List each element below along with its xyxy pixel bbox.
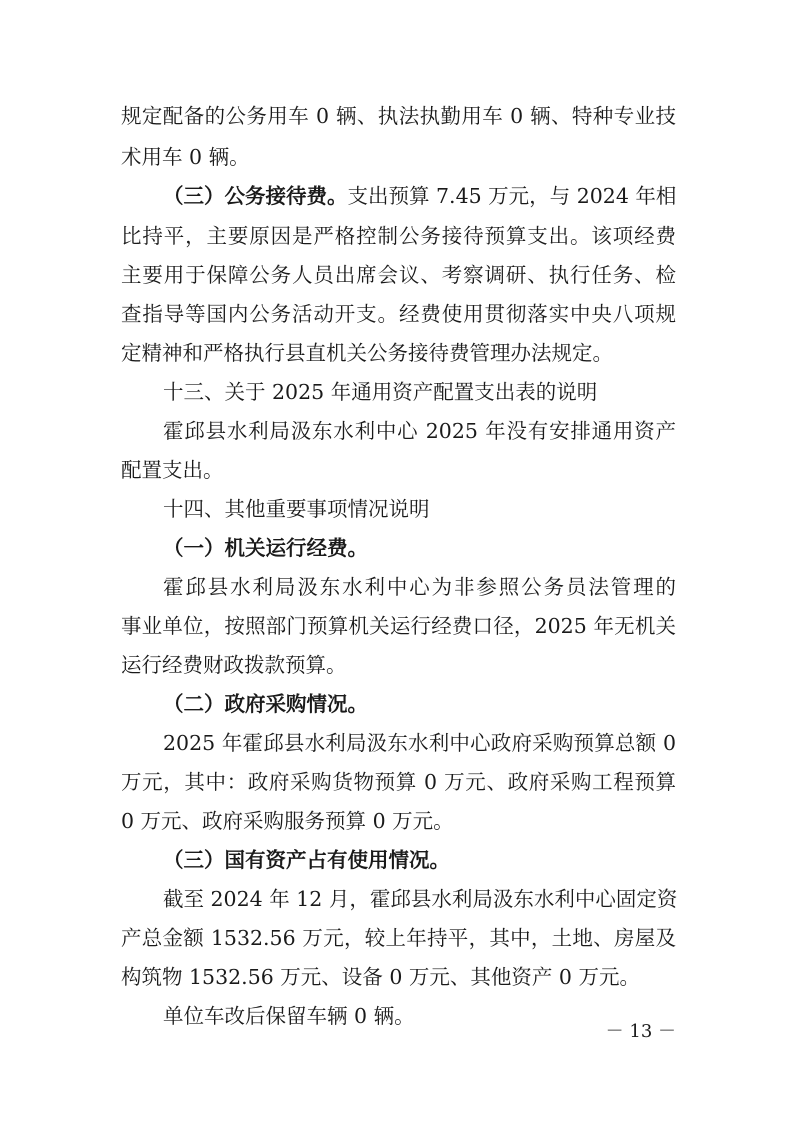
page-number: － 13 － bbox=[605, 1021, 676, 1042]
section-heading-14: 十四、其他重要事项情况说明 bbox=[163, 497, 430, 521]
paragraph-line: 2025 年霍邱县水利局汲东水利中心政府采购预算总额 0 bbox=[163, 731, 676, 755]
paragraph-line: 单位车改后保留车辆 0 辆。 bbox=[163, 1004, 415, 1028]
subsection-heading-state-assets: （三）国有资产占有使用情况。 bbox=[163, 848, 450, 872]
paragraph-line: 霍邱县水利局汲东水利中心 2025 年没有安排通用资产 bbox=[163, 419, 676, 443]
section-heading-13: 十三、关于 2025 年通用资产配置支出表的说明 bbox=[163, 380, 598, 404]
paragraph-line: 截至 2024 年 12 月，霍邱县水利局汲东水利中心固定资 bbox=[163, 887, 678, 911]
paragraph-line: 万元，其中：政府采购货物预算 0 万元、政府采购工程预算 bbox=[121, 770, 676, 794]
paragraph-line: 配置支出。 bbox=[121, 458, 224, 482]
paragraph-line: 定精神和严格执行县直机关公务接待费管理办法规定。 bbox=[121, 341, 613, 365]
subsection-heading-procurement: （二）政府采购情况。 bbox=[163, 692, 368, 716]
subsection-heading-operating-expense: （一）机关运行经费。 bbox=[163, 536, 368, 560]
section-heading-reception-expense: （三）公务接待费。 bbox=[163, 184, 348, 208]
paragraph-line: 查指导等国内公务活动开支。经费使用贯彻落实中央八项规 bbox=[121, 302, 676, 326]
paragraph-line: 事业单位，按照部门预算机关运行经费口径，2025 年无机关 bbox=[121, 614, 676, 638]
paragraph-line: 运行经费财政拨款预算。 bbox=[121, 653, 347, 677]
paragraph-line: 主要用于保障公务人员出席会议、考察调研、执行任务、检 bbox=[121, 263, 676, 287]
paragraph-line: 0 万元、政府采购服务预算 0 万元。 bbox=[121, 809, 454, 833]
paragraph-text: 支出预算 7.45 万元，与 2024 年相 bbox=[347, 184, 677, 208]
paragraph-line: 规定配备的公务用车 0 辆、执法执勤用车 0 辆、特种专业技 bbox=[121, 104, 676, 128]
paragraph-line: 构筑物 1532.56 万元、设备 0 万元、其他资产 0 万元。 bbox=[121, 965, 640, 989]
paragraph-line: 比持平，主要原因是严格控制公务接待预算支出。该项经费 bbox=[121, 224, 676, 248]
paragraph-line: 霍邱县水利局汲东水利中心为非参照公务员法管理的 bbox=[163, 575, 676, 599]
paragraph-line: 术用车 0 辆。 bbox=[121, 145, 250, 169]
paragraph-line bbox=[163, 183, 676, 209]
paragraph-line: 产总金额 1532.56 万元，较上年持平，其中，土地、房屋及 bbox=[121, 926, 676, 950]
